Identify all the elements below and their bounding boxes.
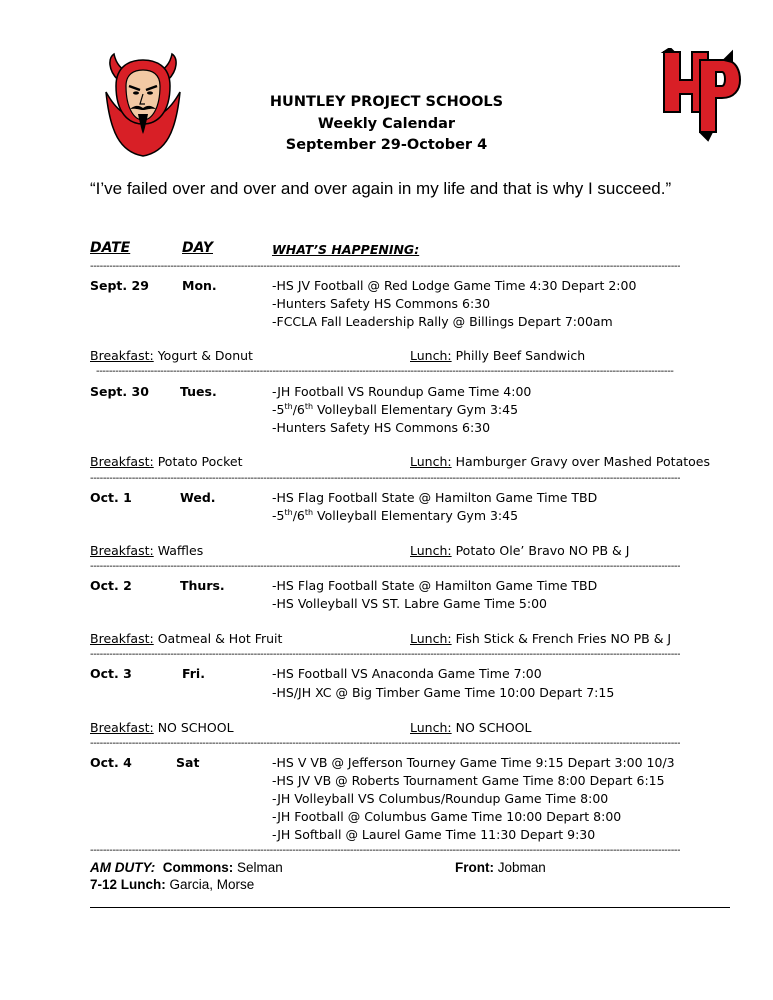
day-date: Oct. 3 bbox=[90, 666, 132, 681]
column-day: DAY bbox=[182, 240, 213, 256]
front-value: Jobman bbox=[497, 860, 546, 875]
breakfast bbox=[90, 454, 243, 469]
day-date: Sept. 30 bbox=[90, 384, 149, 399]
event: -JH Football VS Roundup Game Time 4:00 bbox=[272, 384, 532, 399]
front-duty bbox=[455, 860, 546, 875]
calendar-title: Weekly Calendar bbox=[317, 116, 456, 132]
lunch-value: Hamburger Gravy over Mashed Potatoes bbox=[455, 454, 710, 469]
breakfast-label: Breakfast: bbox=[90, 720, 154, 735]
event: -HS Flag Football State @ Hamilton Game Time TBD bbox=[272, 578, 598, 593]
day-name: Fri. bbox=[182, 666, 205, 681]
day-name: Tues. bbox=[180, 384, 217, 399]
day-name: Mon. bbox=[182, 278, 217, 293]
lunch-duty bbox=[90, 877, 254, 892]
breakfast bbox=[90, 348, 253, 363]
divider bbox=[90, 263, 680, 271]
event: -JH Softball @ Laurel Game Time 11:30 Depart 9:30 bbox=[272, 827, 596, 842]
divider bbox=[90, 651, 680, 659]
am-duty-label: AM DUTY: bbox=[90, 860, 156, 875]
event: -5th/6th Volleyball Elementary Gym 3:45 bbox=[272, 401, 519, 417]
event: -JH Football @ Columbus Game Time 10:00 Depart 8:00 bbox=[272, 809, 622, 824]
breakfast bbox=[90, 631, 282, 646]
column-happening: WHAT’S HAPPENING: bbox=[272, 242, 420, 257]
breakfast-label: Breakfast: bbox=[90, 631, 154, 646]
day-name: Thurs. bbox=[180, 578, 225, 593]
school-name: HUNTLEY PROJECT SCHOOLS bbox=[269, 94, 504, 110]
lunch-label: Lunch: bbox=[410, 631, 452, 646]
lunch bbox=[410, 720, 531, 735]
divider bbox=[90, 475, 680, 483]
lunch-value: Philly Beef Sandwich bbox=[455, 348, 586, 363]
day-date: Sept. 29 bbox=[90, 278, 149, 293]
day-name: Wed. bbox=[180, 490, 216, 505]
column-date: DATE bbox=[90, 240, 131, 256]
breakfast bbox=[90, 720, 234, 735]
hp-logo-text: HP bbox=[660, 48, 662, 49]
breakfast-value: Oatmeal & Hot Fruit bbox=[157, 631, 283, 646]
lunch-label: Lunch: bbox=[410, 454, 452, 469]
bottom-rule bbox=[90, 907, 730, 908]
lunch-label: Lunch: bbox=[410, 720, 452, 735]
lunch bbox=[410, 454, 710, 469]
divider bbox=[90, 740, 680, 748]
am-duty bbox=[90, 860, 283, 875]
lunch bbox=[410, 631, 671, 646]
event: -HS Flag Football State @ Hamilton Game Time TBD bbox=[272, 490, 598, 505]
event: -HS JV VB @ Roberts Tournament Game Time 8:00 Depart 6:15 bbox=[272, 773, 665, 788]
divider bbox=[90, 563, 680, 571]
day-date: Oct. 1 bbox=[90, 490, 132, 505]
lunch-duty-value: Garcia, Morse bbox=[169, 877, 255, 892]
lunch-label: Lunch: bbox=[410, 543, 452, 558]
breakfast-value: Potato Pocket bbox=[157, 454, 243, 469]
day-date: Oct. 4 bbox=[90, 755, 132, 770]
lunch-label: Lunch: bbox=[410, 348, 452, 363]
breakfast-label: Breakfast: bbox=[90, 348, 154, 363]
front-label: Front: bbox=[455, 860, 494, 875]
event: -FCCLA Fall Leadership Rally @ Billings Depart 7:00am bbox=[272, 314, 613, 329]
day-date: Oct. 2 bbox=[90, 578, 132, 593]
event: -Hunters Safety HS Commons 6:30 bbox=[272, 296, 491, 311]
lunch bbox=[410, 543, 629, 558]
lunch bbox=[410, 348, 585, 363]
event: -HS V VB @ Jefferson Tourney Game Time 9:15 Depart 3:00 10/3 bbox=[272, 755, 675, 770]
lunch-value: Fish Stick & French Fries NO PB & J bbox=[455, 631, 672, 646]
event: -5th/6th Volleyball Elementary Gym 3:45 bbox=[272, 507, 519, 523]
divider bbox=[90, 847, 680, 855]
day-name: Sat bbox=[176, 755, 200, 770]
lunch-duty-label: 7-12 Lunch: bbox=[90, 877, 166, 892]
event: -HS Volleyball VS ST. Labre Game Time 5:00 bbox=[272, 596, 547, 611]
event: -HS JV Football @ Red Lodge Game Time 4:30 Depart 2:00 bbox=[272, 278, 637, 293]
lunch-value: NO SCHOOL bbox=[455, 720, 532, 735]
calendar-dates: September 29-October 4 bbox=[285, 137, 488, 153]
commons-value: Selman bbox=[237, 860, 283, 875]
breakfast bbox=[90, 543, 203, 558]
event: -HS/JH XC @ Big Timber Game Time 10:00 Depart 7:15 bbox=[272, 685, 615, 700]
breakfast-label: Breakfast: bbox=[90, 543, 154, 558]
event: -Hunters Safety HS Commons 6:30 bbox=[272, 420, 491, 435]
quote: “I’ve failed over and over and over again in my life and that is why I succeed.” bbox=[90, 179, 672, 198]
event: -JH Volleyball VS Columbus/Roundup Game Time 8:00 bbox=[272, 791, 609, 806]
commons-label: Commons: bbox=[162, 860, 234, 875]
breakfast-label: Breakfast: bbox=[90, 454, 154, 469]
breakfast-value: Waffles bbox=[157, 543, 204, 558]
lunch-value: Potato Ole’ Bravo NO PB & J bbox=[455, 543, 630, 558]
event: -HS Football VS Anaconda Game Time 7:00 bbox=[272, 666, 542, 681]
breakfast-value: NO SCHOOL bbox=[157, 720, 234, 735]
breakfast-value: Yogurt & Donut bbox=[157, 348, 253, 363]
divider bbox=[96, 368, 674, 376]
